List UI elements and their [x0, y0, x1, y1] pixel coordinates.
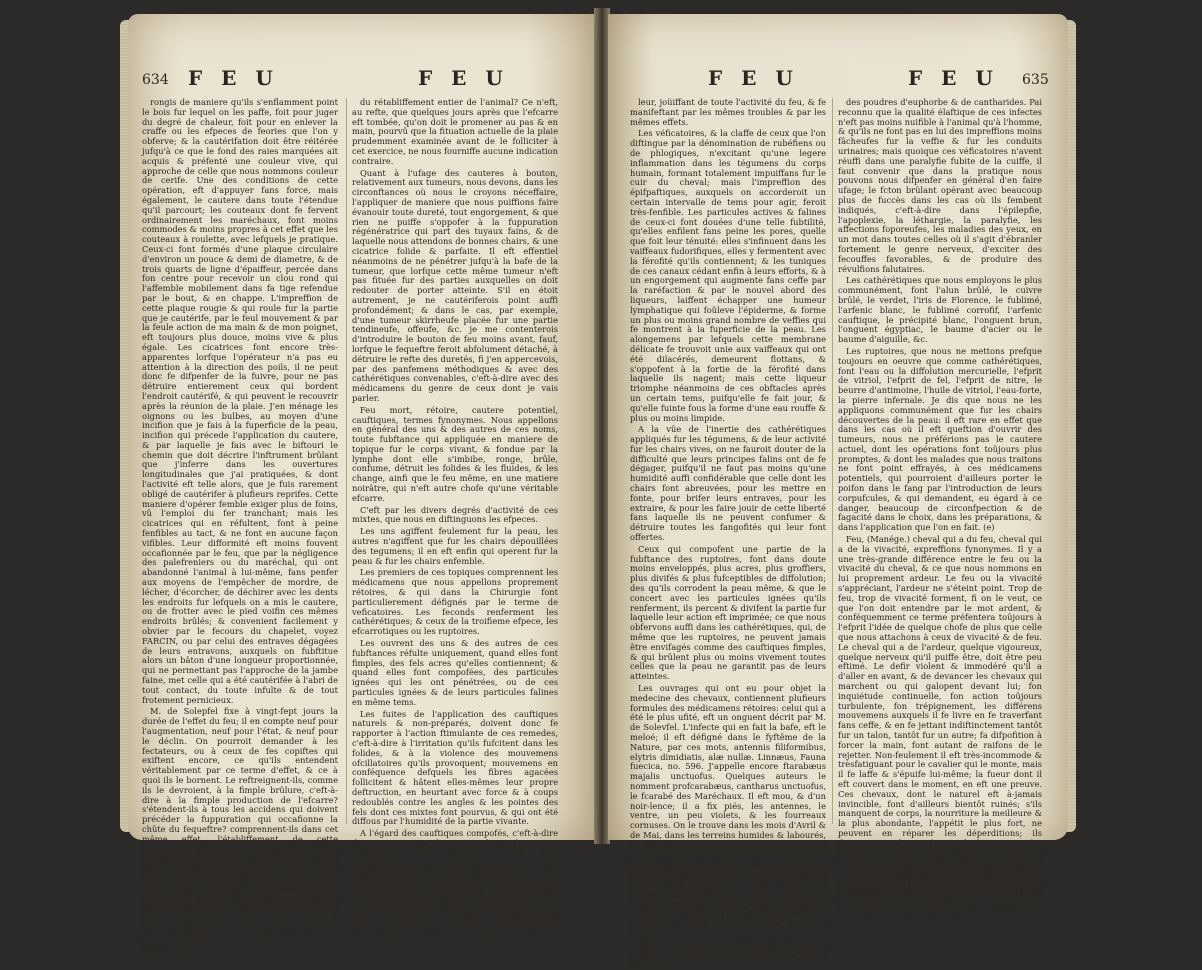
right-page-column-2	[838, 97, 1042, 917]
right-page	[608, 14, 1068, 970]
paragraph: Les uns agiffent feulement fur la peau, les autres n'agiffent que fur les chairs dépouillées des tegumens; il en eft enfin qui operent fur la peau & fur les chairs enfemble.	[352, 526, 558, 566]
paragraph: C'eft par les divers degrés d'activité de ces mixtes, que nous en diftinguons les efpeces.	[352, 504, 558, 525]
paragraph: A l'égard des cauftiques compofés, c'eft-à-dire de ceux qui, par le moyen des préparations galéniques & chimiques, ont fubi quelqu'altération, non-feulement ils occafionneront les mêmes difacérations& les mêmes ruptures enfuite de la diffolution de leurs fels, s'il en eft en eux, mais ils confumeront le tiffu des corps fur lefquels on leur propofera de s'exercer immédiatement; leurs particules ignées fuffifamment développées, & d'ailleurs raréfiées par la cha-	[352, 828, 558, 937]
running-head-right-col2: F E U	[908, 66, 999, 90]
paragraph: Les fuites de l'application des cauftiques naturels & non-préparés, doivent donc fe rapporter à l'action ftimulante de ces remedes, c'eft-à-dire à l'irritation qu'ils fufcitent dans les folides, & à la violence des mouvemens ofcillatoires qu'ils provoquent; mouvemens en conféquence defquels les fibres agacées follicitent & hâtent elles-mêmes leur propre deftruction, en heurtant avec force & à coups redoublés contre les angles & les pointes des fels dont ces mixtes font pourvus, & qui ont été diffous par l'humidité de la partie vivante.	[352, 708, 558, 827]
paragraph: rongis de maniere qu'ils s'enflamment point le bois fur lequel on les paffe, foit pour juger du degré de chaleur, foit pour en enlever la craffe ou les efpeces de feories que l'on y obferve; & la cautérifation doit être réitérée jufqu'à ce que le fond des raies marquées ait acquis & préfenté une couleur vive, qui approche de celle que nous nommons couleur de cerife. Une des conditions de cette opération, eft d'appuyer fans force, mais également, le cautere dans toute l'étendue qu'il parcourt; les couteaux dont fe fervent ordinairement les maréchaux, font moins commodes & moins propres à cet effet que les couteaux à roulette, avec lefquels je pratique. Ceux-ci font formés d'une plaque circulaire d'environ un pouce & demi de diametre, & de trois quarts de ligne d'épaiffeur, percée dans fon centre pour recevoir un clou rond qui l'affemble mobilement dans fa tige refendue par le bout, & en chappe. L'impreffion de cette plaque rougie & qui roule fur la partie que je cautérife, par le feul mouvement & par la feule action de ma main & de mon poignet, eft toujours plus douce, moins vive & plus égale. Les cicatrices font encore très-apparentes lorfque l'opérateur n'a pas eu attention à la direction des poils, il ne peut donc fe difpenfer de la fuivre, pour ne pas détruire entierement ceux qui bordent l'endroit cautérifé, & qui peuvent le recouvrir après la réunion de la plaie. J'en ménage les oignons ou les bulbes, au moyen d'une incifion que je fais à la fuperficie de la peau, incifion qui précede l'application du cautere, & par laquelle je fais avec le biftouri le chemin que doit décrire l'inftrument brûlant que j'inferre dans les ouvertures longitudinales que j'ai pratiquées, & dont l'activité eft telle alors, que je fuis rarement obligé de cautérifer à plufieurs reprifes. Cette maniere d'opérer femble exiger plus de foins, vû l'emploi du fer tranchant; mais les cicatrices qui en réfultent, font à peine fenfibles au tact, & ne font en aucune façon vifibles. Leur difformité eft moins fouvent occafionnée par le feu, que par la négligence des palefreniers ou du maréchal, qui ont abandonné l'animal à lui-même, fans penfer aux moyens de l'empêcher de mordre, de lécher, d'écorcher, de déchirer avec les dents les endroits fur lefquels on a mis le cautere, ou de frotter avec le pied voifin ces mêmes endroits brûlés; & convenient facilement y obvier par le fecours du chapelet, voyez FARCIN, ou par celui des entraves dégagées de leurs entravons, auxquels on fubftitue alors un bâton d'une longueur proportionnée, qui ne permettant pas l'approche de la jambe faine, met celle qui a été cautérifée à l'abri de tout contact, du toute infulte & de tout frotement pernicieux.	[142, 97, 338, 705]
paragraph: Il eft encore d'autres rétoires faits avec le foufre en poudre, du beurre vieux, de l'huile de laurier,	[630, 939, 826, 970]
paragraph: Les cathérétiques que nous employons le plus communément, font l'alun brûlé, le cuivre brûlé, le verdet, l'iris de Florence, le fublimé, l'arfenic blanc, le fublimé corrofif, l'arfenic cauftique, le précipité blanc, l'onguent brun, l'onguent égyptiac, le baume d'acier ou le baume d'aiguille, &c.	[838, 275, 1042, 345]
column-rule	[832, 98, 833, 824]
left-page-column-2	[352, 97, 558, 937]
running-head-right-col1: F E U	[708, 66, 799, 90]
paragraph: leur, joüiffant de toute l'activité du feu, & fe manifeftant par les mêmes troubles & par les mêmes effets.	[630, 97, 826, 127]
paragraph: M. de Solepfel fixe à vingt-fept jours la durée de l'effet du feu; il en compte neuf pour l'augmentation, neuf pour l'état, & neuf pour le déclin. On pourroit demander à les fectateurs, ou à ceux de fes copiftes qui exiftent encore, ce qu'ils entendent véritablement par ce terme d'effet, & ce à quoi ils le bornent. Le reftreignent-ils, comme ils le devroient, à la fimple brûlure, c'eft-à-dire à la fimple production de l'efcarre? s'étendent-ils à tous les accidens qui doivent précéder la fuppuration qui occafionne la chûte du fequeftre? comprennent-ils dans cet même effet, l'établiffement de cette fuppuration louable qui nous annonce une prompte régénération, & la terminaifon de la cure? Dans les uns ou dans les autres de ces fens, ils ne peuvent raifonnablement rien déterminer de certain. Le feu eft appliqué fur des parties malades, tuméfiées, dont l'état differe toujours; les difpofitions intérieures de chaque cheval fur lequel on opere, varient à l'infini: or comment affigner un terme précis aux changemens qui doivent arriver, & décider pofitivement du tems	[142, 706, 338, 952]
running-head-left-col1: F E U	[188, 66, 279, 90]
page-number-left: 634	[142, 72, 169, 88]
paragraph: Les ouvrent des uns & des autres de ces fubftances réfulte uniquement, quand elles font fimples, des fels acres qu'elles contiennent; & quand elles font compofées, des particules ignées qui les ont pénétrées, ou de ces particules ignées & de leurs particules falines en même tems.	[352, 638, 558, 707]
paragraph: des poudres d'euphorbe & de cantharides. Pai reconnu que la qualité élaftique de ces infectes n'eft pas moins nuifible à l'animal qu'à l'homme, & qu'ils ne font pas en lui des impreffions moins fâcheufes fur la veffie & fur les conduits urinaires; mais quoique ces véficatoires n'avent réuffi dans une paralyfie fubite de la cuiffe, il faut convenir que dans la pratique nous pouvons nous difpenfer en général d'en faire ufage; le fcton brûlant opérant avec beaucoup plus de fuccès dans les cas où ils fembent indiqués, c'eft-à-dire dans l'épilepfie, l'apoplexie, la léthargie, la paralyfie, les affections foporeufes, les maladies des yeux, en un mot dans toutes celles où il s'agit d'ébranler fortement le genre nerveux, d'exciter des fecouffes favorables, & de produire des révulfions falutaires.	[838, 97, 1042, 274]
paragraph: A la vûe de l'inertie des cathérétiques appliqués fur les tégumens, & de leur activité fur les chairs vives, on ne fauroit douter de la difficulté que leurs principes falins ont de fe dégager, puifqu'il ne faut pas moins qu'une humidité auffi confidérable que celle dont les chairs font abreuvées, pour les mettre en fonte, pour brifer leurs entraves, pour les extraire, & pour les faire jouir de cette liberté fans laquelle ils ne peuvent confumer & détruire toutes les fangofités qui leur font offertes.	[630, 424, 826, 543]
left-page-column-1	[142, 97, 338, 952]
paragraph: Feu, (Manége.) cheval qui a du feu, cheval qui a de la vivacité, expreffions fynonymes. Il y a une très-grande différence entre le feu ou la vivacité du cheval, & ce que nous nommons en lui proprement ardeur. Le feu ou la vivacité s'appréciant, l'ardeur ne s'éteint point. Trop de feu, trop de vivacité forment, fi on le veut, ce que l'on doit entendre par le mot ardent, & conféquemment ce terme préfentera toûjours à l'efprit l'idée de quelque chofe de plus que celle que nous attachons à ceux de vivacité & de feu. Le cheval qui a de l'ardeur, quelque vigoureux, quelque nerveux qu'il puiffe être, doit être peu eftimé. Le defir violent & immodéré qu'il a d'aller en avant, & de devancer les chevaux qui marchent ou qui galopent devant lui; fon inquiétude continuelle, fon action toûjours turbulente, fon trépignement, les différens mouvemens auxquels il fe livre en fe traverfant fans ceffe, & en fe jettant indiftinctement tantôt fur un talon, tantôt fur un autre; fa difpofition à forcer la main, font autant de raifons de le rejetter. Non-feulement il eft très-incommode & trèsfatiguant pour le cavalier qui le monte, mais il fe laffe & s'épuife lui-même; la fueur dont il eft couvert dans le moment, en eft une preuve. Ces chevaux, dont le naturel eft à-jamais invincible, font d'ailleurs bientôt ruinés; s'ils manquent de corps, la nourriture la meilleure & la plus abondante, l'appétit le plus fort, ne peuvent en réparer les déperditions; ils demeurent toûjours étroits de boyau, & très-fouvent la pouffe termine leur vie. Tous ces vices ne fe rencontrent point dans le cheval qui n'a que du feu: fi fon éducation eft confiée à des mains habiles, fa vivacité ne le fouftraira point à l'obéiffance; elle fera le garant de fa fenfibilité & de fon courage; elle ne le montrera que lorfque l'animal fera recherché,	[838, 534, 1042, 917]
left-page	[128, 14, 596, 952]
paragraph: Les ruptoires, que nous ne mettons prefque toujours en oeuvre que comme cathérétiques, font l'eau ou la diffolution mercurielle, l'efprit de vitriol, l'efprit de fel, l'efprit de nitre, le beurre d'antimoine, l'huile de vitriol, l'eau-forte, la pierre infernale. Je dis que nous ne les appliquons communément que fur les chairs découvertes de la peau: il eft rare en effet que dans les cas où il eft queftion d'ouvrir des tumeurs, nous ne préférions pas le cautere actuel, dont les opérations font toûjours plus promptes, & dont les malades que nous traitons ne font point effrayés, à ces médicamens potentiels, qui pourroient d'ailleurs porter le poifon dans le fang par l'introduction de leurs corpufcules, & qui demandent, eu égard à ce danger, beaucoup de circonfpection & de fagacité dans le choix, dans les préparations, & dans l'application que l'on en fait. (e)	[838, 345, 1042, 533]
page-number-right: 635	[1022, 72, 1049, 88]
column-rule	[346, 98, 347, 824]
paragraph: Ceux qui compofent une partie de la fubftance des ruptoires, font dans doute moins enveloppés, plus acres, plus groffiers, plus divifés & plus fufceptibles de diffolution; des qu'ils corrodent la peau même, & que le concert avec les particules ignées qu'ils renferment, ils percent & divifent la partie fur laquelle leur action eft imprimée; ce que nous obfervons auffi dans les cathérétiques, qui, de même que les ruptoires, ne peuvent jamais être envifagés comme des cauftiques fimples, & qui brûlent plus ou moins vivement toutes celles que la peau ne garantit pas de leurs atteintes.	[630, 543, 826, 682]
paragraph: Quant à l'ufage des cauteres à bouton, relativement aux tumeurs, nous devons, dans les circonftances où nous le croyons néceffaire, l'appliquer de maniere que nous puiffions faire évanouir toute dureté, tout engorgement, & que rien ne puiffe s'oppofer à la fuppuration régénératrice qui part des tuyaux fains, & de laquelle nous attendons de bonnes chairs, & une cicatrice folide & parfaite. Il eft effentiel néanmoins de ne pénétrer jufqu'à la bafe de la tumeur, que lorfque cette même tumeur n'eft pas fituée fur des parties auxquelles on doit redouter de porter atteinte. S'il en étoit autrement, je ne cautériferois point auffi profondément; & dans le cas, par exemple, d'une tumeur skirrheufe placée fur une partie tendineufe, offeufe, &c. je me contenterois d'introduire le bouton de feu moins avant, fauf, lorfque le fequeftre feroit abfolument détaché, à détruire le refte des duretés, fi j'en appercevois, par des panfemens méthodiques & avec des cathérétiques convenables, c'eft-à-dire avec des médicamens du genre de ceux dont je vais parler.	[352, 167, 558, 403]
right-page-column-1	[630, 97, 826, 970]
paragraph: Feu mort, rétoire, cautere potentiel, cauftiques, termes fynonymes. Nous appellons en général des uns & des autres de ces noms, toute fubftance qui appliquée en maniere de topique fur le corps vivant, & fondue par la lymphe dont elle s'imbibe, ronge, brûle, confume, détruit les folides & les fluides, & les change, ainfi que le feu même, en une matiere noirâtre, qui n'eft autre chofe qu'une véritable efcarre.	[352, 404, 558, 503]
running-head-left-col2: F E U	[418, 66, 509, 90]
paragraph: Les ouvrages qui ont eu pour objet la medecine des chevaux, contiennent plufieurs formules des médicamens rétoires: celui qui a été le plus ufité, eft un onguent décrit par M. de Solevfel. L'infecte qui en fait la bafe, eft le meloé; il eft défigné dans le fyftême de la Nature, par ces mots, antennis filiformibus, elytris dimidiatis, alæ nullæ. Linnæus, Fauna fuecica, no. 596. J'appelle encore ftarabæus majalis unctuofus. Quelques auteurs le nomment profcarabæus, cantharus unctuofus, le fcarabé des Maréchaux. Il eft mou, & d'un noir-lence; il a fix piés, les antennes, le ventre, un peu violets, & les fourreaux cornuses. On le trouve dans les mois d'Avril & de Mai, dans les terreins humides & labourés, ou dans les blés. On en prend un certain nombre que l'on broye dans fuffifante quantité d'huile de laurier, & au bout de trois mois on fait fondre le tout: on coule, on jette le marc, & on garde le refte comme un remede très-précieux, & qui doit, felon Soleyfel, diffiper des fures, des molettes, des veffigons, &c. mais qu'il eft très-inutile & très-impuiffant, felon moi, dans de pareilles circonftances.	[630, 683, 826, 938]
paragraph: du rétabliffement entier de l'animal? Ce n'eft, au refte, que quelques jours après que l'efcarre eft tombée, qu'on doit le promener au pas & en main, pourvû que la fituation actuelle de la plaie prudemment examinée avant de le folliciter à cet exercice, ne nous fourniffe aucune indication contraire.	[352, 97, 558, 166]
paragraph: Les véficatoires, & la claffe de ceux que l'on diftingue par la dénomination de rubéfiens ou de phlogiques, n'excitant qu'une legere inflammation dans les tégumens du corps humain, formant totalement impuiffans fur le cuir du cheval; mais l'impreffion des épifpaftiques, auxquels on accorderoit un certain intervalle de tems pour agir, feroit très-fenfible. Les particules actives & falines de ceux-ci font douées d'une telle fubtilité, qu'elles enfilent fans peine les pores, quelle que foit leur ténuité: elles s'infinuent dans les vaiffeaux fudorifiques, elles y fermentent avec la férofité qu'ils contiennent; & les tuniques de ces canaux cédant enfin à leurs efforts, & à un engorgement qui augmente fans ceffe par la raréfaction & par le nouvel abord des liqueurs, laiffent échapper une humeur lymphatique qui foûleve l'épiderme, & forme un plus ou moins grand nombre de veffies qui fe montrent à la fuperficie de la peau. Les alongemens par lefquels cette membrane délicate fe trouvoit unie aux vaiffeaux qui ont été dilacérés, demeurent flottans, & s'oppofent à la fortie de la férofité dans laquelle ils nagent; mais cette liqueur triomphe néanmoins de ces obftacles après un certain tems, puifqu'elle fe fait jour, & qu'elle fuinte fous la forme d'une eau rouffe & plus ou moins limpide.	[630, 128, 826, 423]
paragraph: Les premiers de ces topiques comprennent les médicamens que nous appellons proprement rétoires, & qui dans la Chirurgie font particulierement défignés par le terme de veficatoires. Les feconds renferment les cathérétiques; & ceux de la troifieme efpece, les efcarrotiques ou les ruptoires.	[352, 567, 558, 637]
